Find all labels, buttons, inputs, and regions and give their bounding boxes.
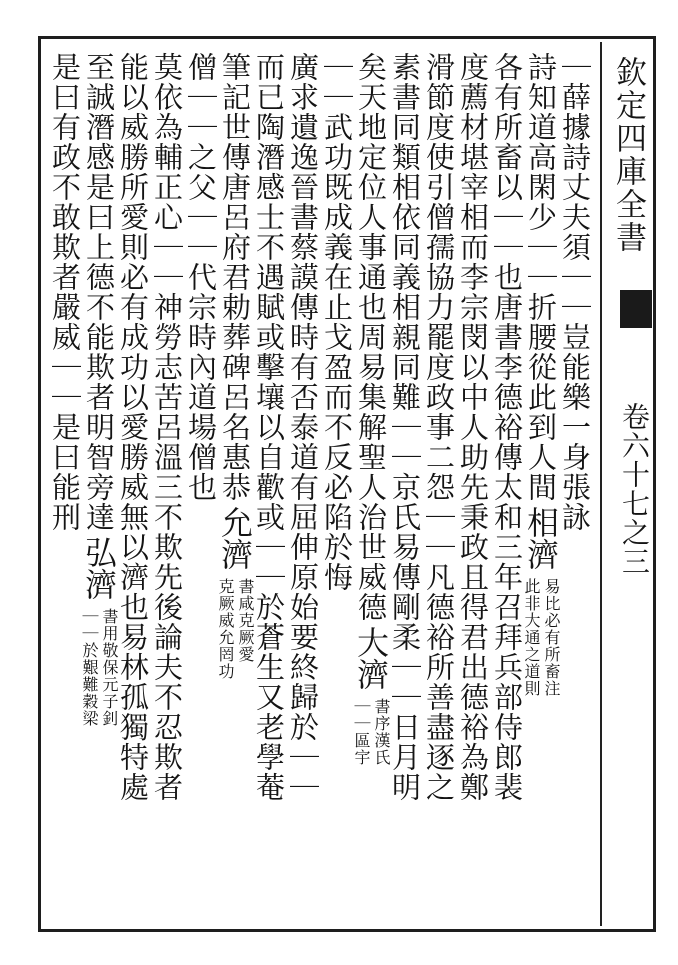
column-text: 矣天地定位人事通也周易集解聖人治世威德 (354, 52, 388, 622)
annotation-pair (81, 608, 117, 727)
text-column-3 (490, 52, 524, 912)
text-column-7 (352, 52, 391, 912)
text-column-10 (252, 52, 286, 912)
column-text: 廣求遺逸晉書蔡謨傳時有否泰道有屈伸原始要終歸於｜｜ (286, 52, 320, 802)
column-text: 各有所畜以｜｜也唐書李德裕傳太和三年召拜兵部侍郎裴 (490, 52, 524, 802)
book-title: 欽定四庫全書 (610, 56, 646, 254)
text-column-13 (150, 52, 184, 912)
text-column-1 (558, 52, 592, 912)
text-column-6 (388, 52, 422, 912)
column-text: 而已陶潛感士不遇賦或擊壤以自歡或｜｜於蒼生又老學菴 (252, 52, 286, 802)
text-column-16 (48, 52, 82, 912)
annotation-left: ｜｜於艱難穀梁 (80, 608, 99, 727)
text-column-4 (456, 52, 490, 912)
text-column-2 (522, 52, 561, 912)
text-column-8 (320, 52, 354, 912)
column-text: ｜｜武功既成義在止戈盈而不反必陷於悔 (320, 52, 354, 592)
annotation-right: 書用敬保元子釗 (100, 608, 119, 727)
annotation-right: 書序漢氏 (372, 698, 391, 766)
headword: 允濟 (216, 506, 254, 570)
text-column-9 (286, 52, 320, 912)
annotation-left: ｜｜區宇 (352, 698, 371, 766)
annotation-left: 克厥威允罔功 (216, 578, 235, 680)
column-text: 筆記世傳唐呂府君勅葬碑呂名惠恭 (218, 52, 252, 502)
volume-label: 卷六十七之三 (618, 402, 651, 576)
text-column-12 (184, 52, 218, 912)
text-column-11 (216, 52, 255, 912)
fish-tail-mark (620, 290, 652, 328)
column-text: 是曰有政不敢欺者嚴威｜｜是曰能刑 (48, 52, 82, 532)
column-text: 能以威勝所愛則必有成功以愛勝威無以濟也易林孤獨特處 (116, 52, 150, 802)
text-column-14 (116, 52, 150, 912)
column-text: 至誠潛感是曰上德不能欺者明智旁達 (82, 52, 116, 532)
annotation-pair (353, 698, 389, 766)
headword: 相濟 (522, 506, 560, 570)
column-text: ｜薛據詩丈夫須｜｜豈能樂一身張詠 (558, 52, 592, 532)
annotation-right: 易比必有所畜注 (542, 578, 561, 697)
text-column-5 (422, 52, 456, 912)
column-text: 莫依為輔正心｜｜神勞志苦呂溫三不欺先後論夫不忍欺者 (150, 52, 184, 802)
column-text: 滑節度使引僧孺協力罷度政事二怨｜｜凡德裕所善盡逐之 (422, 52, 456, 802)
column-text: 僧｜｜之父｜｜代宗時內道場僧也 (184, 52, 218, 502)
column-text: 度薦材堪宰相而李宗閔以中人助先秉政且得君出德裕為鄭 (456, 52, 490, 802)
annotation-pair (523, 578, 559, 697)
column-text: 詩知道高閑少｜｜折腰從此到人間 (524, 52, 558, 502)
headword: 大濟 (352, 626, 390, 690)
annotation-right: 書咸克厥愛 (236, 578, 255, 663)
column-text: 素書同類相依同義相親同難｜｜京氏易傳剛柔｜｜日月明 (388, 52, 422, 802)
text-column-15 (80, 52, 119, 912)
annotation-pair (217, 578, 253, 680)
headword: 弘濟 (80, 536, 118, 600)
annotation-left: 此非大通之道則 (522, 578, 541, 697)
